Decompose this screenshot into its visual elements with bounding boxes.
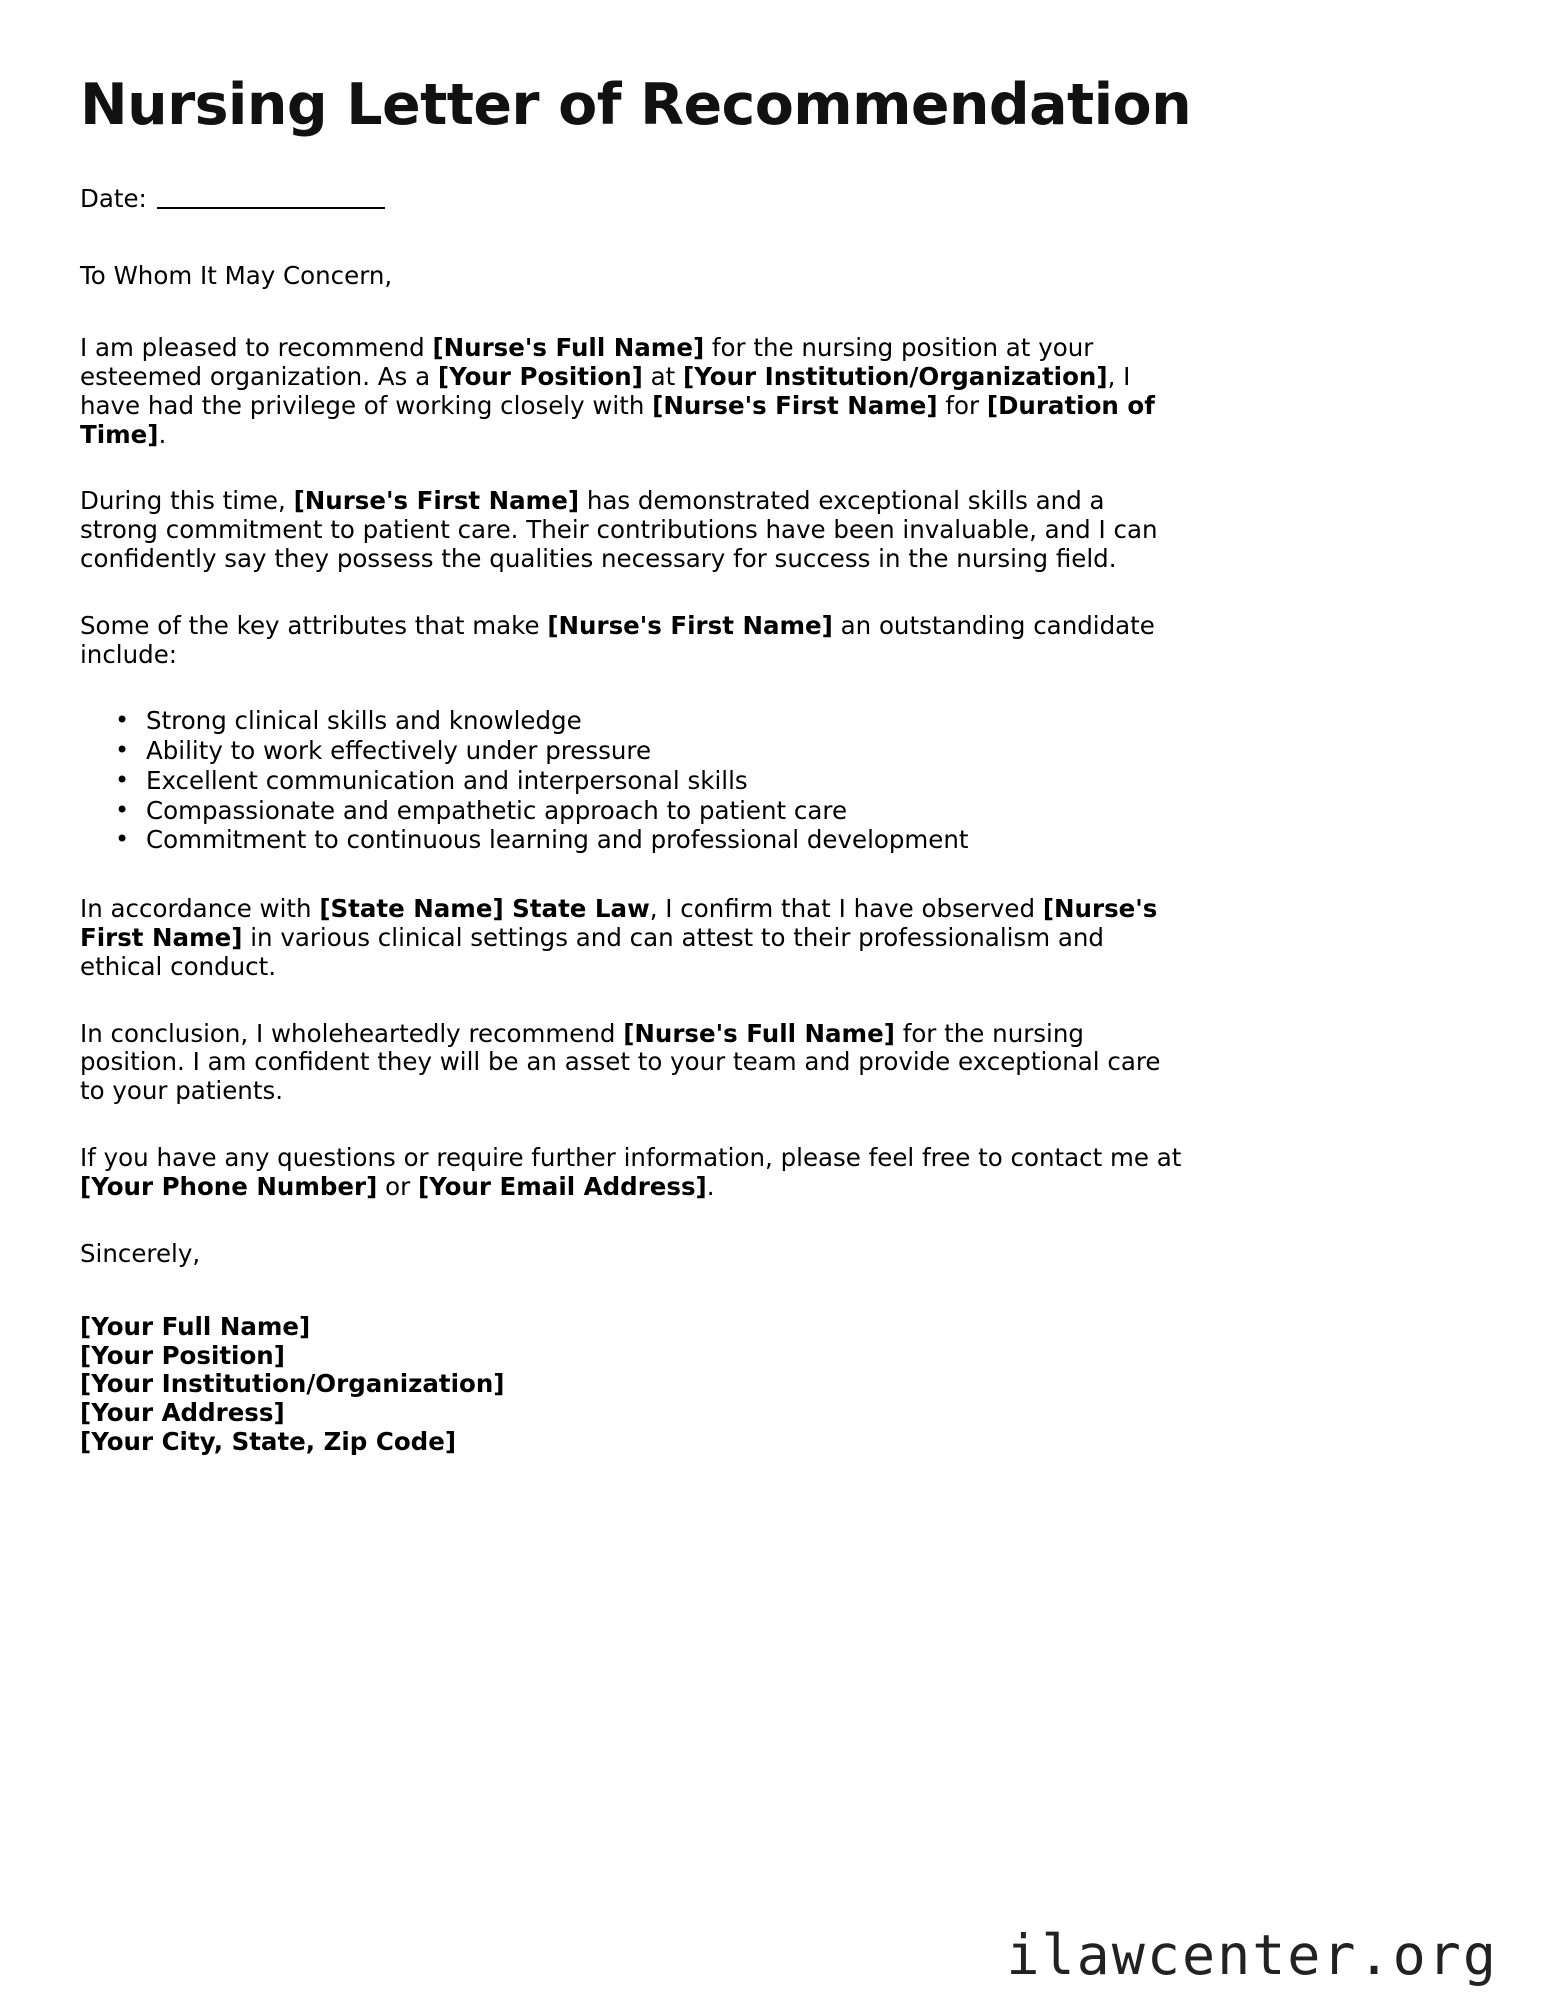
text-segment: . [158,419,167,449]
list-item: • Excellent communication and interpersonal skills [146,767,1185,796]
placeholder-duration-of-time: [Duration of Time] [80,390,1155,449]
placeholder-your-position: [Your Position] [437,362,643,392]
placeholder-your-institution: [Your Institution/Organization] [683,362,1108,392]
signature-line: [Your Institution/Organization] [80,1369,505,1399]
signature-line: [Your Full Name] [80,1311,311,1341]
text-segment: in various clinical settings and can attest to their professionalism and ethical conduct. [80,923,1104,981]
placeholder-your-phone-number: [Your Phone Number] [80,1171,378,1201]
text-segment: In accordance with [80,894,320,924]
paragraph-conclusion [80,1020,1185,1106]
paragraph-contact [80,1144,1185,1202]
placeholder-nurse-first-name: [Nurse's First Name] [293,486,580,516]
text-segment: has demonstrated exceptional skills and a strong commitment to patient care. Their contributions have been invaluable, and I can confidently say they possess the qualities necessary for success in the nursing field. [80,486,1158,573]
text-segment: at [642,362,684,392]
text-segment: for the nursing position. I am confident they will be an asset to your team and provide exceptional care to your patients. [80,1018,1161,1106]
text-segment: During this time, [80,486,294,516]
attributes-list [80,707,1185,855]
text-segment: for [937,390,987,420]
paragraph-state-law [80,895,1185,981]
placeholder-state-name-law: [State Name] State Law [319,894,650,924]
placeholder-your-email-address: [Your Email Address] [417,1171,707,1201]
placeholder-nurse-full-name: [Nurse's Full Name] [623,1018,895,1048]
list-item: • Compassionate and empathetic approach to patient care [146,797,1185,826]
text-segment: , I have had the privilege of working closely with [80,362,1131,420]
placeholder-nurse-first-name: [Nurse's First Name] [547,610,833,640]
text-segment: . [706,1171,715,1201]
date-field-row [80,182,1185,215]
document-body [80,72,1192,1457]
site-watermark: ilawcenter.org [1006,1923,1498,1987]
closing-line: Sincerely, [80,1239,201,1269]
signature-line: [Your Position] [80,1340,285,1370]
placeholder-nurse-full-name: [Nurse's Full Name] [432,333,705,363]
paragraph-during-this-time [80,487,1185,573]
paragraph-key-attributes-intro [80,612,1185,670]
list-item: • Ability to work effectively under pressure [146,737,1185,766]
text-segment: an outstanding candidate include: [80,610,1155,669]
date-label: Date: [80,183,147,213]
placeholder-nurse-first-name: [Nurse's First Name] [652,390,938,420]
list-item: • Strong clinical skills and knowledge [146,707,1185,736]
text-segment: If you have any questions or require further information, please feel free to contact me at [80,1142,1182,1172]
text-segment: or [377,1171,418,1201]
text-segment: , I confirm that I have observed [649,894,1043,924]
text-segment: for the nursing position at your esteemed organization. As a [80,333,1094,392]
text-segment: In conclusion, I wholeheartedly recommend [80,1018,624,1048]
text-segment: I am pleased to recommend [80,333,433,363]
page-title: Nursing Letter of Recommendation [80,72,1192,138]
date-blank-line[interactable] [157,206,385,209]
salutation: To Whom It May Concern, [80,260,393,290]
text-segment: Some of the key attributes that make [80,610,548,640]
list-item: • Commitment to continuous learning and professional development [146,826,1185,855]
placeholder-nurse-first-name: [Nurse's First Name] [80,894,1158,952]
signature-block [80,1313,1185,1457]
paragraph-intro [80,334,1185,449]
signature-line: [Your City, State, Zip Code] [80,1426,457,1456]
signature-line: [Your Address] [80,1398,285,1428]
